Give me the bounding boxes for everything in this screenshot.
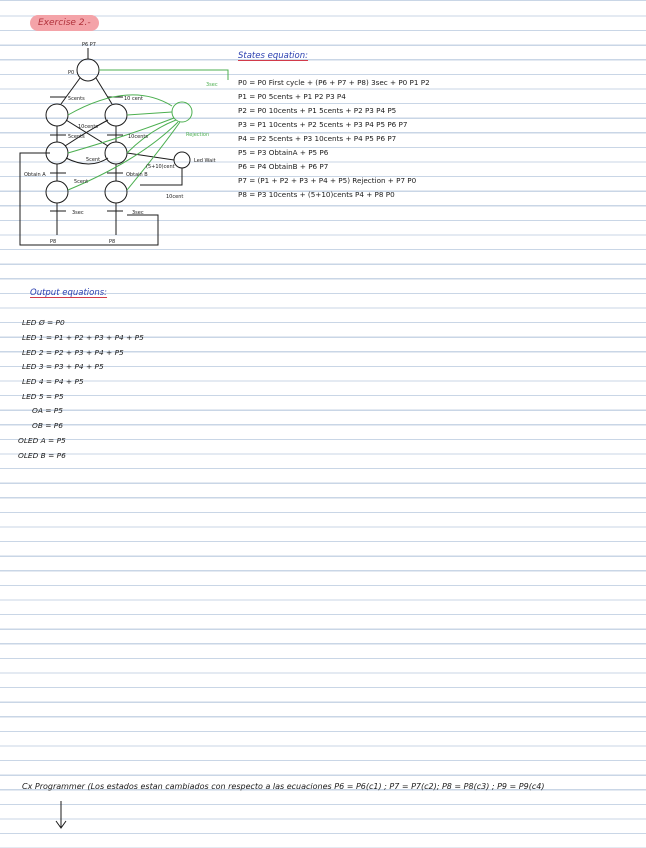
place-led-wait <box>174 152 190 168</box>
state-eq-0: P0 = P0 First cycle + (P6 + P7 + P8) 3sec + P0 P1 P2 <box>238 78 430 87</box>
output-eq-9: OLED B = P6 <box>18 451 66 460</box>
out-right-label: P8 <box>109 239 116 245</box>
c10a-label: 10 cent <box>124 96 143 102</box>
state-eq-2: P2 = P0 10cents + P1 5cents + P2 P3 P4 P5 <box>238 106 397 115</box>
place-p0 <box>77 59 99 81</box>
state-eq-3: P3 = P1 10cents + P2 5cents + P3 P4 P5 P6 P7 <box>238 120 408 129</box>
place-p5 <box>46 181 68 203</box>
p0-label: P0 <box>68 70 75 76</box>
output-eq-5: LED 5 = P5 <box>22 392 64 401</box>
down-arrow-icon <box>54 800 68 830</box>
state-eq-7: P7 = (P1 + P2 + P3 + P4 + P5) Rejection + P7 P0 <box>238 176 417 185</box>
footer-note: Cx Programmer (Los estados estan cambiados con respecto a las ecuaciones P6 = P6(c1) ; P7 = P7(c2); P8 = P8(c3) ; P9 = P9(c4) <box>22 782 545 791</box>
state-eq-4: P4 = P2 5cents + P3 10cents + P4 P5 P6 P7 <box>238 134 397 143</box>
state-eq-5: P5 = P3 ObtainA + P5 P6 <box>238 148 329 157</box>
rejection-label: Rejection <box>186 132 210 138</box>
c5c-label: 5cent <box>86 157 101 163</box>
place-p1 <box>46 104 68 126</box>
place-p4 <box>105 142 127 164</box>
output-eq-0: LED Ø = P0 <box>22 318 65 327</box>
c5b-label: 5cents <box>68 134 85 140</box>
sec3c-label: 3sec <box>132 210 144 216</box>
state-eq-6: P6 = P4 ObtainB + P6 P7 <box>238 162 329 171</box>
output-eq-2: LED 2 = P2 + P3 + P4 + P5 <box>22 348 124 357</box>
output-eq-7: OB = P6 <box>32 421 63 430</box>
output-heading: Output equations: <box>30 288 108 298</box>
state-eq-8: P8 = P3 10cents + (5+10)cents P4 + P8 P0 <box>238 190 395 199</box>
place-p2 <box>105 104 127 126</box>
top-inputs-label: P6 P7 <box>82 42 96 48</box>
c10c-label: 10cents <box>128 134 148 140</box>
output-eq-1: LED 1 = P1 + P2 + P3 + P4 + P5 <box>22 333 144 342</box>
c10d-label: (5+10)cent <box>146 164 175 170</box>
c5d-label: 5cent <box>74 179 89 185</box>
out-left-label: P8 <box>50 239 57 245</box>
led-wait-label: Led Wait <box>194 158 216 164</box>
c10b-label: 10cents <box>78 124 98 130</box>
output-eq-3: LED 3 = P3 + P4 + P5 <box>22 362 104 371</box>
obtain-b-label: Obtain B <box>126 172 148 178</box>
exercise-label: Exercise 2.- <box>30 15 99 31</box>
state-eq-1: P1 = P0 5cents + P1 P2 P3 P4 <box>238 92 346 101</box>
output-eq-6: OA = P5 <box>32 406 63 415</box>
states-heading: States equation: <box>238 51 308 61</box>
c10e-label: 10cent <box>166 194 184 200</box>
c5a-label: 5cents <box>68 96 85 102</box>
output-eq-4: LED 4 = P4 + P5 <box>22 377 84 386</box>
obtain-a-label: Obtain A <box>24 172 46 178</box>
output-eq-8: OLED A = P5 <box>18 436 66 445</box>
state-diagram <box>10 40 240 255</box>
sec3b-label: 3sec <box>72 210 84 216</box>
sec3a-label: 3sec <box>206 82 218 88</box>
place-p6 <box>105 181 127 203</box>
